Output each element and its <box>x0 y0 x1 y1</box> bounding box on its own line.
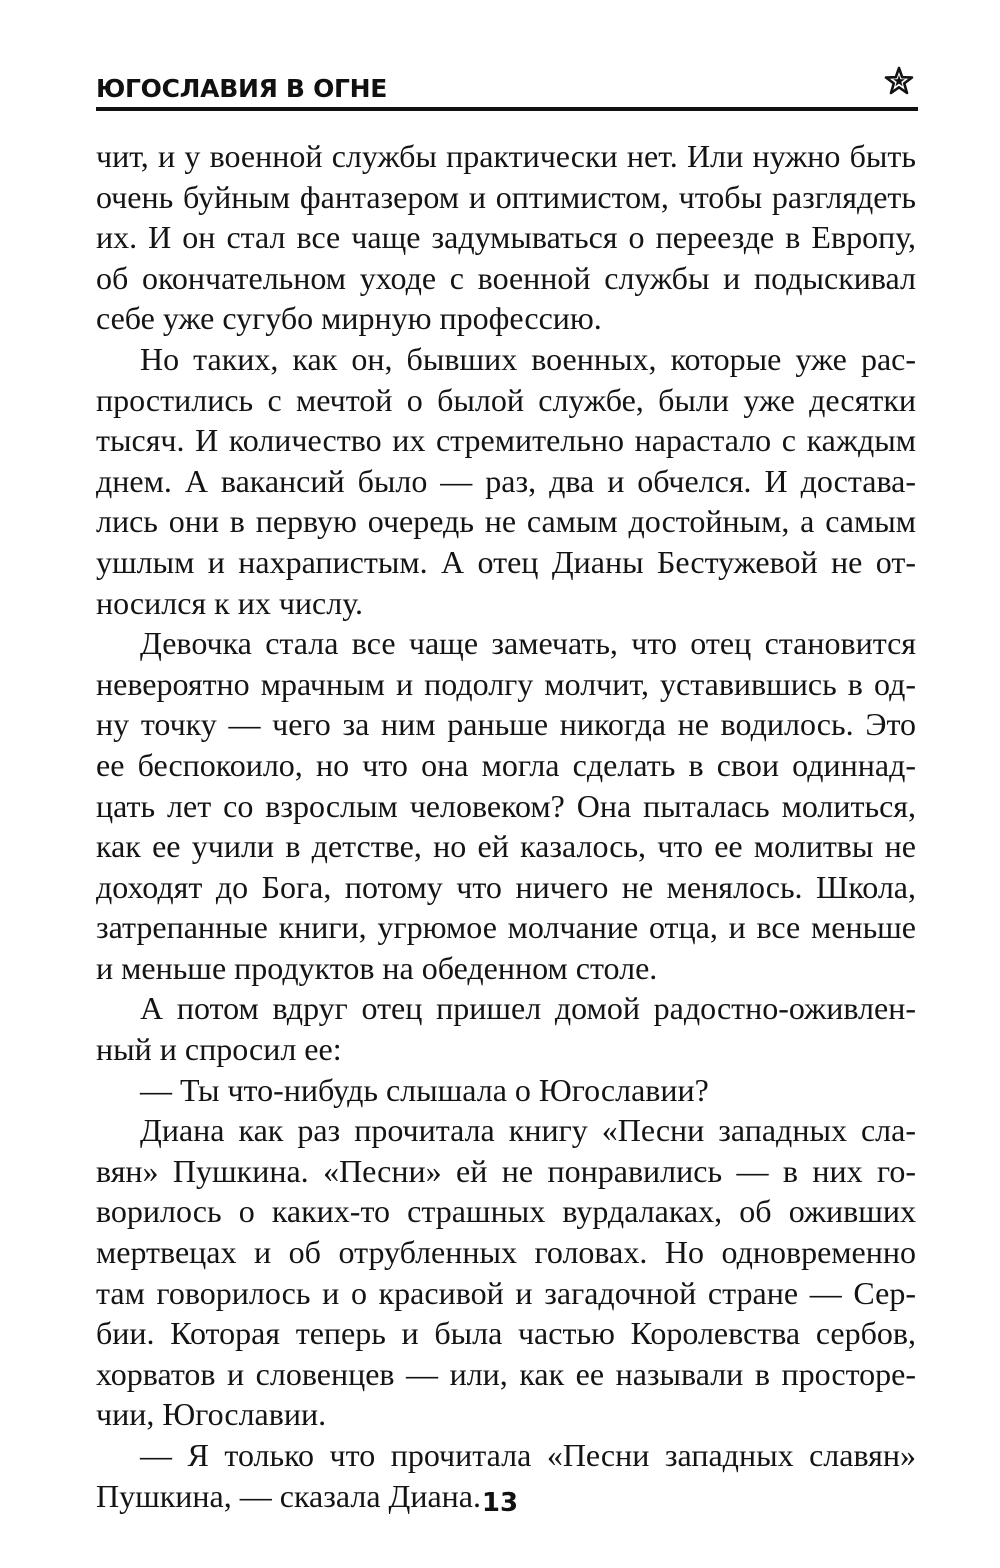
text-line: Пушкина, — сказала Диана. <box>96 1477 481 1514</box>
paragraph <box>96 1110 916 1435</box>
text-line: бии. Которая теперь и была частью Королевства сербов, <box>96 1315 916 1352</box>
text-line: Девочка стала все чаще замечать, что отец становится <box>140 625 916 662</box>
text-line: тысяч. И количество их стремительно нарастало с каждым <box>96 422 916 459</box>
text-line: чии, Югославии. <box>96 1396 327 1433</box>
text-line: лись они в первую очередь не самым достойным, а самым <box>96 503 916 540</box>
text-line: и меньше продуктов на обеденном столе. <box>96 949 658 986</box>
text-line: мертвецах и об отрубленных головах. Но одновременно <box>96 1234 916 1271</box>
text-line: А потом вдруг отец пришел домой радостно-оживлен- <box>140 990 916 1027</box>
text-line: чит, и у военной службы практически нет. Или нужно быть <box>96 138 916 174</box>
text-line: Диана как раз прочитала книгу «Песни западных сла- <box>140 1112 916 1149</box>
text-line: Но таких, как он, бывших военных, которые уже рас- <box>140 340 916 377</box>
text-line: очень буйным фантазером и оптимистом, чтобы разглядеть <box>96 178 916 215</box>
text-line: носился к их числу. <box>96 584 363 621</box>
paragraph <box>96 136 916 339</box>
text-line: днем. А вакансий было — раз, два и обчелся. И достава- <box>96 462 916 499</box>
text-line: об окончательном уходе с военной службы и подыскивал <box>96 259 916 296</box>
text-line: невероятно мрачным и подолгу молчит, уставившись в од- <box>96 665 916 702</box>
text-line: затрепанные книги, угрюмое молчание отца, и все меньше <box>96 909 916 946</box>
text-line: цать лет со взрослым человеком? Она пыталась молиться, <box>96 787 916 824</box>
text-line: ный и спросил ее: <box>96 1031 342 1068</box>
body-text <box>96 136 916 1516</box>
paragraph <box>96 1070 916 1111</box>
text-line: — Я только что прочитала «Песни западных славян» <box>140 1437 916 1473</box>
text-line: как ее учили в детстве, но ей казалось, что ее молитвы не <box>96 828 916 865</box>
text-line: доходят до Бога, потому что ничего не менялось. Школа, <box>96 868 916 905</box>
paragraph <box>96 988 916 1069</box>
text-line: ворилось о каких-то страшных вурдалаках, об оживших <box>96 1193 916 1230</box>
text-line: ее беспокоило, но что она могла сделать в свои одиннад- <box>96 746 916 783</box>
text-line: ну точку — чего за ним раньше никогда не водилось. Это <box>96 706 916 743</box>
header-rule <box>96 107 918 111</box>
text-line: — Ты что-нибудь слышала о Югославии? <box>140 1071 709 1108</box>
text-line: простились с мечтой о былой службе, были уже десятки <box>96 381 916 418</box>
text-line: ушлым и нахрапистым. А отец Дианы Бестужевой не от- <box>96 543 916 580</box>
running-header <box>96 66 916 110</box>
paragraph <box>96 623 916 988</box>
paragraph <box>96 339 916 623</box>
text-line: себе уже сугубо мирную профессию. <box>96 300 602 337</box>
page-number: 13 <box>481 1488 519 1518</box>
star-icon <box>884 66 914 96</box>
running-title: ЮГОСЛАВИЯ В ОГНЕ <box>96 74 388 103</box>
text-line: их. И он стал все чаще задумываться о переезде в Европу, <box>96 219 916 256</box>
text-line: вян» Пушкина. «Песни» ей не понравились — в них го- <box>96 1152 916 1189</box>
text-line: там говорилось и о красивой и загадочной стране — Сер- <box>96 1274 916 1311</box>
text-line: хорватов и словенцев — или, как ее называли в просторе- <box>96 1355 916 1392</box>
